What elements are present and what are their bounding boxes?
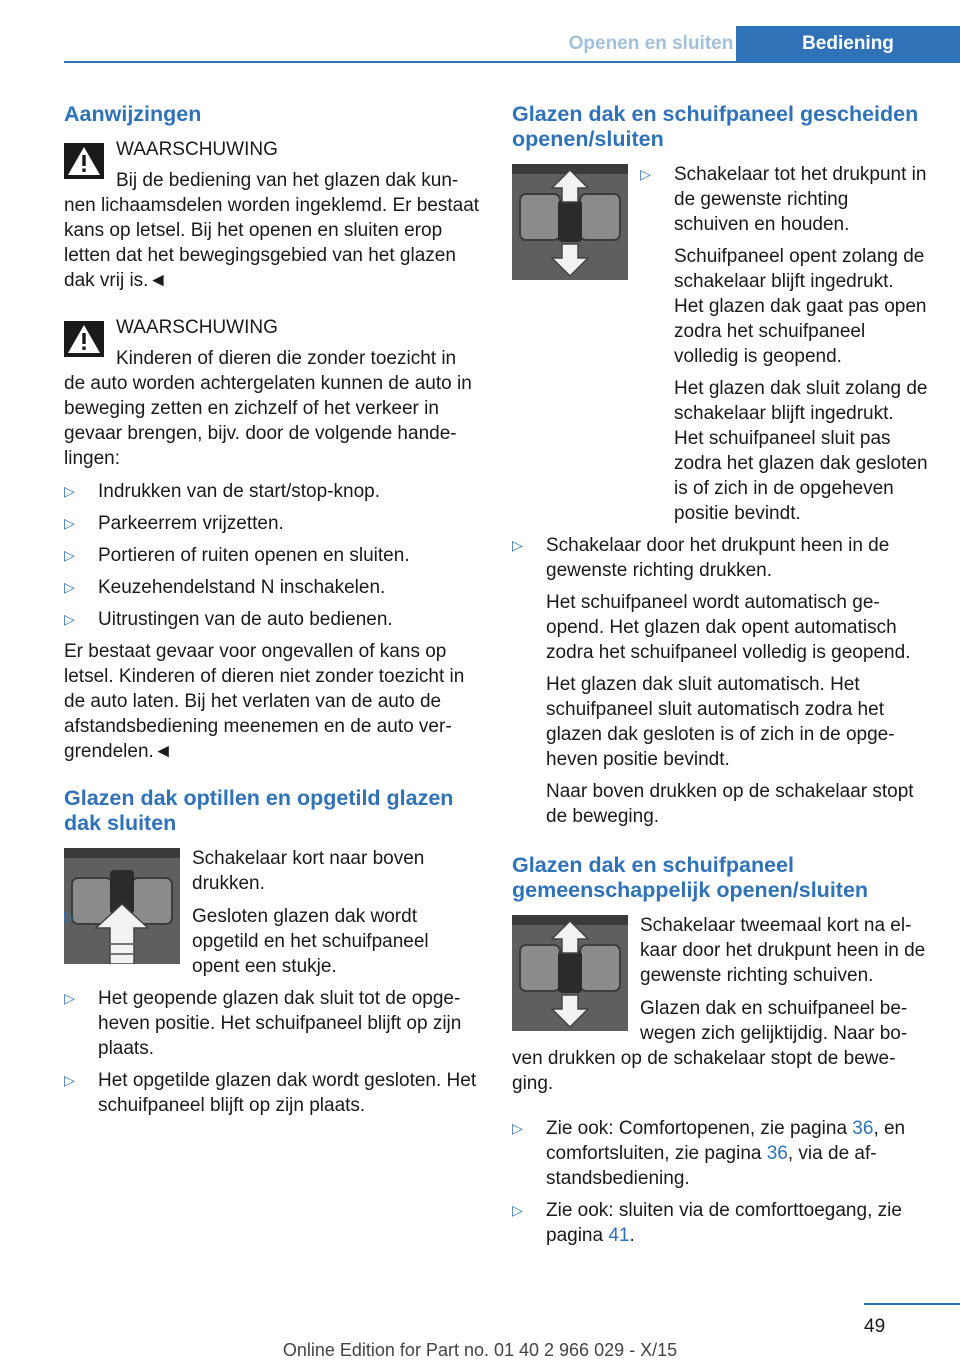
warning-block-1 [64,137,480,301]
page-link[interactable]: 36 [766,1143,788,1164]
page-number: 49 [864,1316,886,1337]
list-item: ▷ Portieren of ruiten openen en sluiten. [64,543,480,568]
item-text: ▷ Schakelaar tot het drukpunt in de gewenste richting schuiven en houden. [674,164,927,235]
page-header [566,26,960,62]
joint-text-2: Glazen dak en schuifpaneel bewegen zich gelijktijdig. Naar boven drukken op de schakelaar stopt de beweging. [512,998,908,1094]
warning-text: Kinderen of dieren die zonder toezicht in de auto worden achtergelaten kunnen de auto in beweging zetten en zichzelf of het verkeer in gevaar brengen, bijv. door de volgende handelingen: [64,348,472,469]
list-item: ▷ Het geopende glazen dak sluit tot de opgeheven positie. Het schuifpaneel blijft op zijn plaats. [64,986,480,1061]
right-column [512,102,928,1255]
item-text: Het glazen dak sluit automatisch. Het schuifpaneel sluit automatisch zodra het glazen dak gesloten is of zich in de opgeheven positie bevindt. [546,674,895,770]
header-rule [64,61,960,63]
item-text: ▷ Schakelaar door het drukpunt heen in de gewenste richting drukken. [546,535,890,581]
warning-title: WAARSCHUWING [116,139,278,160]
warning-block-2 [64,315,480,479]
list-item [512,1198,928,1248]
item-text: , via de afstandsbediening. [546,1143,877,1189]
warning-triangle-icon [64,143,104,179]
left-column [64,102,480,1125]
warning-action-list [64,479,480,632]
tilt-heading: Glazen dak optillen en opgetild glazen dak sluiten [64,786,454,835]
warning-title: WAARSCHUWING [116,317,278,338]
warning-triangle-icon [64,321,104,357]
tilt-sub-list [64,904,480,979]
item-text: Het glazen dak sluit zolang de schakelaar blijft ingedrukt. Het schuifpaneel sluit pas zodra het glazen dak gesloten is of zich in de opgeheven positie bevindt. [674,378,928,524]
item-text: Zie ook: sluiten via de comforttoegang, zie pagina [546,1200,902,1246]
notes-heading: Aanwijzingen [64,102,202,126]
item-text: Schuifpaneel opent zolang de schakelaar blijft ingedrukt. Het glazen dak gaat pas open zodra het schuifpaneel volledig is geopend. [674,246,927,367]
joint-text-1: Schakelaar tweemaal kort na elkaar door het drukpunt heen in de gewenste richting schuiven. [640,915,926,986]
item-text: Naar boven drukken op de schakelaar stopt de beweging. [546,781,914,827]
list-item: ▷ Uitrustingen van de auto bedienen. [64,607,480,632]
warning-conclusion: Er bestaat gevaar voor ongevallen of kans op letsel. Kinderen of dieren niet zonder toezicht in de auto laten. Bij het verlaten van de auto de afstandsbediening meenemen en de auto vergrendelen.◄ [64,641,465,762]
item-text: , en comfortsluiten, zie pagina [546,1118,906,1164]
list-item [512,533,928,829]
item-text: Het schuifpaneel wordt automatisch geopend. Het glazen dak opent automatisch zodra het schuifpaneel volledig is geopend. [546,592,911,663]
edition-note: Online Edition for Part no. 01 40 2 966 029 - X/15 [282,1340,678,1360]
chapter-tab: Bediening [736,26,960,62]
footer-rule [864,1303,960,1305]
page-link[interactable]: 36 [852,1118,874,1139]
item-text: . [629,1225,635,1246]
list-item: ▷ Het opgetilde glazen dak wordt gesloten. Het schuifpaneel blijft op zijn plaats. [64,1068,480,1118]
list-item: ▷ Parkeerrem vrijzetten. [64,511,480,536]
list-item: ▷ Indrukken van de start/stop-knop. [64,479,480,504]
separate-heading: Glazen dak en schuifpaneel gescheiden openen/sluiten [512,102,919,151]
list-item [512,1116,928,1191]
tilt-intro: Schakelaar kort naar boven drukken. [192,848,425,894]
page-link[interactable]: 41 [608,1225,630,1246]
list-item [640,162,928,526]
item-text: Zie ook: Comfortopenen, zie pagina [546,1118,853,1139]
section-title: Openen en sluiten [568,33,734,54]
switch-up-down-arrow-image [512,915,628,1031]
list-item: ▷ Gesloten glazen dak wordt opgetild en het schuifpaneel opent een stukje. [64,904,480,979]
joint-heading: Glazen dak en schuifpaneel gemeenschappelijk openen/sluiten [512,853,869,902]
warning-text: Bij de bediening van het glazen dak kunnen lichaamsdelen worden ingeklemd. Er bestaat kans op letsel. Bij het openen en sluiten erop letten dat het bewegingsgebied van het glazen dak vrij is.◄ [64,170,480,291]
switch-up-down-arrow-image [512,164,628,280]
tilt-list [64,986,480,1118]
joint-see-also-list [512,1116,928,1248]
list-item: ▷ Keuzehendelstand N inschakelen. [64,575,480,600]
